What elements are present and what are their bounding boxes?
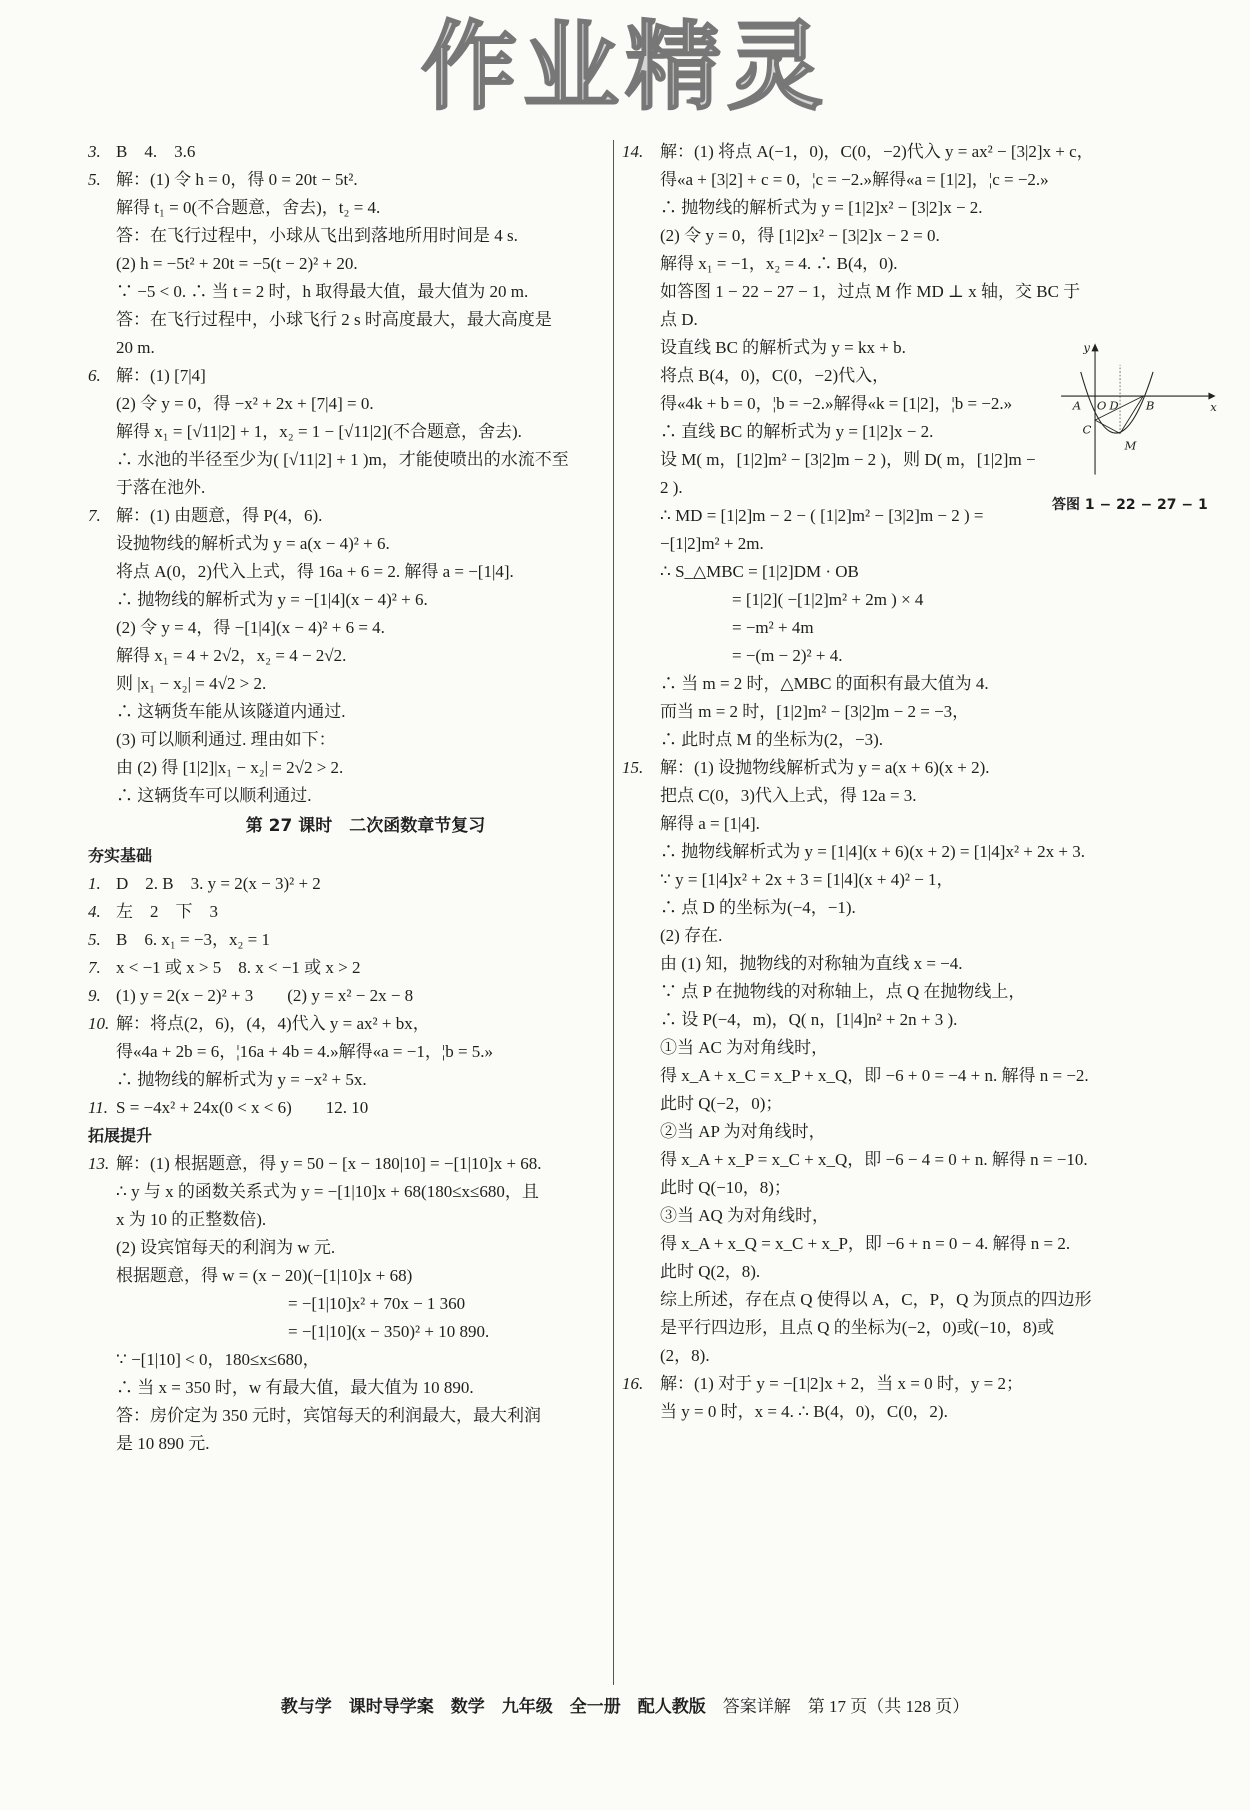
answer-item	[88, 898, 603, 926]
answer-text: ∴ S_△MBC = [1|2]DM · OB	[660, 562, 859, 581]
answer-line	[622, 1034, 1222, 1062]
answer-text: 将点 A(0，2)代入上式，得 16a + 6 = 2. 解得 a = −[1|4].	[116, 562, 514, 581]
answer-line	[622, 1230, 1222, 1258]
section-title: 夯实基础	[88, 846, 153, 865]
answer-text: 解得 t₁ = 0(不合题意，舍去)，t₂ = 4.	[116, 198, 381, 217]
answer-text: 而当 m = 2 时，[1|2]m² − [3|2]m − 2 = −3，	[660, 702, 970, 721]
answer-text: 解：(1) 令 h = 0，得 0 = 20t − 5t².	[116, 170, 358, 189]
answer-text: ∴ 当 m = 2 时，△MBC 的面积有最大值为 4.	[660, 674, 989, 693]
answer-line	[88, 670, 603, 698]
left-column	[88, 138, 603, 1458]
answer-text: 得«a + [3|2] + c = 0，¦c = −2.»解得«a = [1|2]，¦c = −2.»	[660, 170, 1049, 189]
question-number: 9.	[88, 986, 101, 1005]
answer-text: (2，8).	[660, 1346, 710, 1365]
answer-text: 解：(1) 设抛物线解析式为 y = a(x + 6)(x + 2).	[660, 758, 990, 777]
answer-line	[88, 1374, 603, 1402]
answer-line	[622, 642, 1222, 670]
answer-item	[88, 166, 603, 194]
answer-text: ∴ 抛物线的解析式为 y = −x² + 5x.	[116, 1070, 367, 1089]
answer-text: ∵ −[1|10] < 0，180≤x≤680，	[116, 1350, 320, 1369]
label-c: C	[1082, 422, 1092, 437]
question-number: 3.	[88, 142, 101, 161]
right-column	[622, 138, 1222, 1426]
answer-line	[622, 1314, 1222, 1342]
answer-line	[622, 446, 1222, 502]
question-number: 4.	[88, 902, 101, 921]
answer-line	[88, 194, 603, 222]
answer-text: 答：在飞行过程中，小球从飞出到落地所用时间是 4 s.	[116, 226, 518, 245]
answer-item	[88, 502, 603, 530]
answer-text: 此时 Q(2，8).	[660, 1262, 761, 1281]
label-y: y	[1083, 340, 1090, 355]
answer-text: ②当 AP 为对角线时，	[660, 1122, 826, 1141]
answer-line	[88, 754, 603, 782]
answer-line	[622, 222, 1222, 250]
answer-text: 解：(1) 将点 A(−1，0)，C(0，−2)代入 y = ax² − [3|2]x + c，	[660, 142, 1094, 161]
answer-line	[622, 698, 1222, 726]
answer-line	[622, 866, 1222, 894]
answer-text: 于落在池外.	[116, 478, 206, 497]
answer-text: 由 (1) 知，抛物线的对称轴为直线 x = −4.	[660, 954, 963, 973]
answer-text: ∴ 此时点 M 的坐标为(2，−3).	[660, 730, 884, 749]
answer-text: 点 D.	[660, 310, 698, 329]
answer-text: 把点 C(0，3)代入上式，得 12a = 3.	[660, 786, 917, 805]
answer-line	[88, 1206, 603, 1234]
answer-item	[88, 1010, 603, 1038]
answer-text: 解：将点(2，6)，(4，4)代入 y = ax² + bx，	[116, 1014, 430, 1033]
watermark: 作业精灵	[421, 11, 829, 123]
answer-line	[88, 1402, 603, 1430]
answer-text: ∵ 点 P 在抛物线的对称轴上，点 Q 在抛物线上，	[660, 982, 1026, 1001]
answer-item	[88, 926, 603, 954]
label-x: x	[1210, 400, 1217, 415]
answer-line	[88, 642, 603, 670]
answer-line	[622, 670, 1222, 698]
answer-line	[622, 1062, 1222, 1090]
answer-line	[622, 1006, 1222, 1034]
answer-line	[622, 1146, 1222, 1174]
answer-item	[88, 362, 603, 390]
question-number: 16.	[622, 1374, 644, 1393]
answer-text: 则 |x₁ − x₂| = 4√2 > 2.	[116, 674, 267, 693]
answer-line	[622, 922, 1222, 950]
answer-text: 20 m.	[116, 338, 155, 357]
label-o: O	[1096, 398, 1107, 413]
answer-text: 得 x_A + x_P = x_C + x_Q，即 −6 − 4 = 0 + n. 解得 n = −10.	[660, 1150, 1088, 1169]
answer-line	[88, 278, 603, 306]
answer-text: = −[1|10]x² + 70x − 1 360	[288, 1294, 466, 1313]
answer-line	[622, 1174, 1222, 1202]
answer-line	[622, 166, 1222, 194]
answer-line	[622, 1342, 1222, 1370]
question-number: 15.	[622, 758, 644, 777]
question-number: 7.	[88, 958, 101, 977]
answer-line	[622, 1286, 1222, 1314]
answer-line	[622, 278, 1222, 306]
answer-line	[88, 698, 603, 726]
answer-text: 如答图 1 − 22 − 27 − 1，过点 M 作 MD ⊥ x 轴，交 BC 于	[660, 282, 1081, 301]
answer-line	[622, 362, 1222, 390]
question-number: 5.	[88, 930, 101, 949]
answer-line	[622, 194, 1222, 222]
answer-line	[88, 782, 603, 810]
answer-text: ∴ 抛物线解析式为 y = [1|4](x + 6)(x + 2) = [1|4]x² + 2x + 3.	[660, 842, 1085, 861]
answer-text: 解得 x₁ = 4 + 2√2，x₂ = 4 − 2√2.	[116, 646, 347, 665]
answer-line	[88, 418, 603, 446]
question-number: 13.	[88, 1154, 110, 1173]
answer-item	[88, 954, 603, 982]
answer-line	[622, 614, 1222, 642]
answer-text: ③当 AQ 为对角线时，	[660, 1206, 830, 1225]
answer-line	[88, 1262, 603, 1290]
answer-line	[88, 474, 603, 502]
answer-line	[622, 334, 1222, 362]
answer-line	[88, 390, 603, 418]
answer-item	[88, 870, 603, 898]
answer-text: = −m² + 4m	[732, 618, 814, 637]
answer-line	[622, 1118, 1222, 1146]
answer-line	[88, 1430, 603, 1458]
answer-line	[622, 502, 1222, 558]
answer-text: 根据题意，得 w = (x − 20)(−[1|10]x + 68)	[116, 1266, 413, 1285]
answer-text: (1) y = 2(x − 2)² + 3 (2) y = x² − 2x − 8	[116, 986, 414, 1005]
answer-line	[88, 250, 603, 278]
answer-line	[622, 558, 1222, 586]
question-number: 14.	[622, 142, 644, 161]
answer-text: 答：在飞行过程中，小球飞行 2 s 时高度最大，最大高度是	[116, 310, 552, 329]
answer-text: 得 x_A + x_C = x_P + x_Q，即 −6 + 0 = −4 + n. 解得 n = −2.	[660, 1066, 1089, 1085]
answer-line	[622, 726, 1222, 754]
answer-text: 设 M( m，[1|2]m² − [3|2]m − 2 )，则 D( m，[1|2]m − 2 ).	[660, 450, 1036, 497]
answer-text: (3) 可以顺利通过. 理由如下：	[116, 730, 336, 749]
answer-line	[622, 250, 1222, 278]
answer-line	[622, 306, 1222, 334]
answer-text: 解：(1) 对于 y = −[1|2]x + 2，当 x = 0 时，y = 2；	[660, 1374, 1023, 1393]
answer-line	[622, 390, 1222, 418]
answer-line	[88, 222, 603, 250]
answer-line	[88, 446, 603, 474]
answer-line	[88, 1346, 603, 1374]
answer-line	[622, 950, 1222, 978]
footer-page-info: 答案详解 第 17 页（共 128 页）	[722, 1697, 970, 1716]
answer-line	[88, 1066, 603, 1094]
answer-line	[88, 1178, 603, 1206]
answer-text: 得«4a + 2b = 6，¦16a + 4b = 4.»解得«a = −1，¦b = 5.»	[116, 1042, 494, 1061]
answer-item	[622, 754, 1222, 782]
answer-item	[88, 1094, 603, 1122]
answer-text: ∴ 水池的半径至少为( [√11|2] + 1 )m，才能使喷出的水流不至	[116, 450, 569, 469]
answer-line	[622, 418, 1222, 446]
answer-text: ①当 AC 为对角线时，	[660, 1038, 829, 1057]
answer-text: x 为 10 的正整数倍).	[116, 1210, 267, 1229]
answer-text: ∴ 直线 BC 的解析式为 y = [1|2]x − 2.	[660, 422, 934, 441]
answer-text: (2) 设宾馆每天的利润为 w 元.	[116, 1238, 336, 1257]
answer-text: 是 10 890 元.	[116, 1434, 210, 1453]
answer-text: 解：(1) 由题意，得 P(4，6).	[116, 506, 323, 525]
answer-text: ∴ 抛物线的解析式为 y = −[1|4](x − 4)² + 6.	[116, 590, 428, 609]
answer-text: 综上所述，存在点 Q 使得以 A，C，P，Q 为顶点的四边形	[660, 1290, 1092, 1309]
answer-text: 解：(1) 根据题意，得 y = 50 − [x − 180|10] = −[1|10]x + 68.	[116, 1154, 542, 1173]
answer-text: (2) h = −5t² + 20t = −5(t − 2)² + 20.	[116, 254, 358, 273]
answer-text: ∴ 设 P(−4，m)，Q( n，[1|4]n² + 2n + 3 ).	[660, 1010, 958, 1029]
answer-line	[88, 1318, 603, 1346]
answer-text: ∴ 这辆货车能从该隧道内通过.	[116, 702, 346, 721]
answer-line	[622, 1202, 1222, 1230]
question-number: 1.	[88, 874, 101, 893]
answer-text: 由 (2) 得 [1|2]|x₁ − x₂| = 2√2 > 2.	[116, 758, 344, 777]
answer-item	[88, 982, 603, 1010]
answer-text: B 4. 3.6	[116, 142, 196, 161]
answer-text: 左 2 下 3	[116, 902, 218, 921]
answer-text: ∴ y 与 x 的函数关系式为 y = −[1|10]x + 68(180≤x≤680，且	[116, 1182, 539, 1201]
footer-book-title: 教与学 课时导学案 数学 九年级 全一册 配人教版	[280, 1697, 706, 1717]
label-a: A	[1072, 398, 1082, 413]
page-footer	[0, 1692, 1250, 1717]
answer-text: 解得 x₁ = −1，x₂ = 4. ∴ B(4，0).	[660, 254, 898, 273]
answer-text: 答：房价定为 350 元时，宾馆每天的利润最大，最大利润	[116, 1406, 541, 1425]
answer-line	[88, 558, 603, 586]
answer-line	[622, 586, 1222, 614]
answer-text: 解：(1) [7|4]	[116, 366, 206, 385]
answer-text: ∴ 这辆货车可以顺利通过.	[116, 786, 312, 805]
answer-text: 此时 Q(−10，8)；	[660, 1178, 791, 1197]
answer-text: 解得 x₁ = [√11|2] + 1，x₂ = 1 − [√11|2](不合题意，舍去).	[116, 422, 522, 441]
question-number: 5.	[88, 170, 101, 189]
answer-item	[88, 1150, 603, 1178]
answer-line	[622, 894, 1222, 922]
column-divider	[613, 140, 614, 1685]
answer-text: S = −4x² + 24x(0 < x < 6) 12. 10	[116, 1098, 369, 1117]
answer-text: ∴ 当 x = 350 时，w 有最大值，最大值为 10 890.	[116, 1378, 474, 1397]
answer-text: ∴ MD = [1|2]m − 2 − ( [1|2]m² − [3|2]m − 2 ) = −[1|2]m² + 2m.	[660, 506, 984, 553]
question-number: 11.	[88, 1098, 108, 1117]
answer-text: (2) 存在.	[660, 926, 723, 945]
label-b: B	[1145, 398, 1155, 413]
answer-text: 解得 a = [1|4].	[660, 814, 760, 833]
figure-caption: 答图 1 − 22 − 27 − 1	[1052, 497, 1208, 513]
answer-text: ∵ −5 < 0. ∴ 当 t = 2 时，h 取得最大值，最大值为 20 m.	[116, 282, 529, 301]
answer-line	[622, 838, 1222, 866]
answer-text: 是平行四边形，且点 Q 的坐标为(−2，0)或(−10，8)或	[660, 1318, 1055, 1337]
answer-line	[622, 978, 1222, 1006]
answer-text: (2) 令 y = 0，得 −x² + 2x + [7|4] = 0.	[116, 394, 374, 413]
answer-text: x < −1 或 x > 5 8. x < −1 或 x > 2	[116, 958, 361, 977]
label-d: D	[1109, 398, 1119, 413]
answer-text: 此时 Q(−2，0)；	[660, 1094, 783, 1113]
answer-text: 设直线 BC 的解析式为 y = kx + b.	[660, 338, 906, 357]
section-title: 拓展提升	[88, 1126, 153, 1145]
answer-item	[622, 1370, 1222, 1398]
answer-line	[88, 334, 603, 362]
answer-text: B 6. x₁ = −3，x₂ = 1	[116, 930, 270, 949]
answer-line	[88, 1290, 603, 1318]
answer-text: 得«4k + b = 0，¦b = −2.»解得«k = [1|2]，¦b = −2.»	[660, 394, 1013, 413]
answer-line	[622, 782, 1222, 810]
answer-line	[622, 1398, 1222, 1426]
answer-text: (2) 令 y = 4，得 −[1|4](x − 4)² + 6 = 4.	[116, 618, 385, 637]
answer-text: 将点 B(4，0)，C(0，−2)代入，	[660, 366, 890, 385]
answer-line	[88, 726, 603, 754]
answer-line	[622, 1090, 1222, 1118]
question-number: 6.	[88, 366, 101, 385]
answer-line	[88, 1234, 603, 1262]
answer-text: ∴ 点 D 的坐标为(−4，−1).	[660, 898, 856, 917]
answer-text: 当 y = 0 时，x = 4. ∴ B(4，0)，C(0，2).	[660, 1402, 948, 1421]
answer-line	[88, 614, 603, 642]
answer-text: ∴ 抛物线的解析式为 y = [1|2]x² − [3|2]x − 2.	[660, 198, 983, 217]
question-number: 10.	[88, 1014, 110, 1033]
answer-item	[88, 138, 603, 166]
answer-line	[622, 1258, 1222, 1286]
answer-line	[88, 530, 603, 558]
answer-text: = [1|2]( −[1|2]m² + 2m ) × 4	[732, 590, 924, 609]
answer-text: D 2. B 3. y = 2(x − 3)² + 2	[116, 874, 321, 893]
answer-line	[88, 306, 603, 334]
answer-text: (2) 令 y = 0，得 [1|2]x² − [3|2]x − 2 = 0.	[660, 226, 940, 245]
answer-line	[88, 1038, 603, 1066]
label-m: M	[1124, 438, 1137, 453]
answer-line	[622, 810, 1222, 838]
answer-text: = −(m − 2)² + 4.	[732, 646, 843, 665]
question-number: 7.	[88, 506, 101, 525]
answer-text: 设抛物线的解析式为 y = a(x − 4)² + 6.	[116, 534, 390, 553]
answer-text: 得 x_A + x_Q = x_C + x_P，即 −6 + n = 0 − 4. 解得 n = 2.	[660, 1234, 1071, 1253]
lesson-heading: 第 27 课时 二次函数章节复习	[245, 816, 486, 836]
answer-text: = −[1|10](x − 350)² + 10 890.	[288, 1322, 490, 1341]
answer-text: ∵ y = [1|4]x² + 2x + 3 = [1|4](x + 4)² − 1，	[660, 870, 954, 889]
answer-item	[622, 138, 1222, 166]
answer-line	[88, 586, 603, 614]
